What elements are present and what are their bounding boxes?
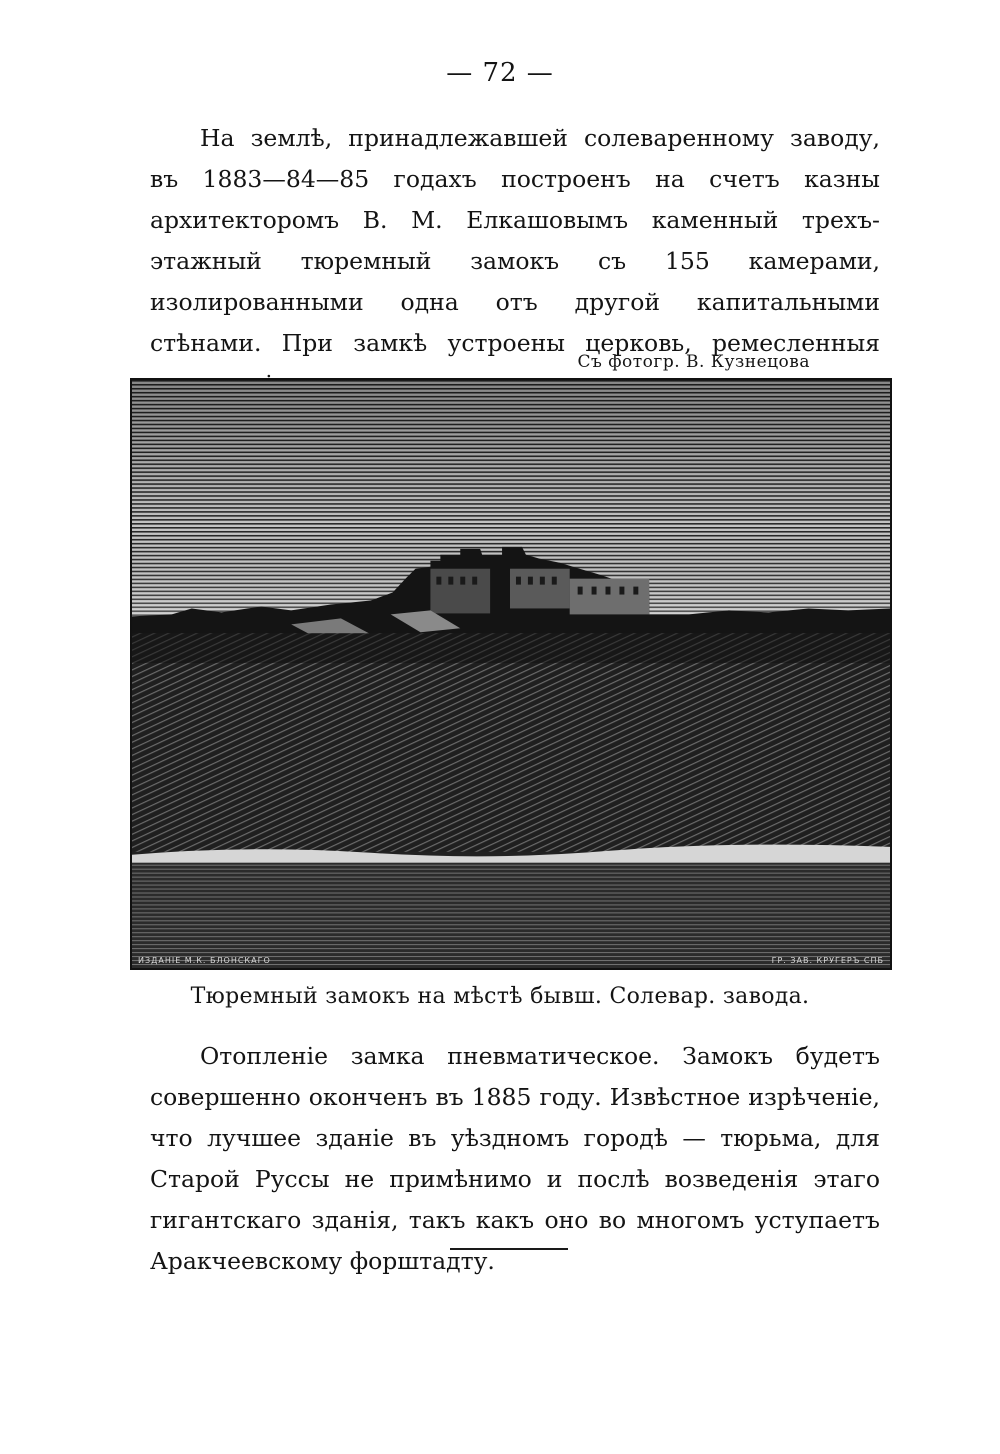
figure-caption: Тюремный замокъ на мѣстѣ бывш. Солевар. завода.	[190, 984, 810, 1009]
paragraph-heating: Отопленіе замка пневматическое. Замокъ будетъ совершенно оконченъ въ 1885 году. Извѣстное изрѣченіе, что лучшее зданіе въ уѣздномъ городѣ — тюрьма, для Старой Руссы не примѣнимо и послѣ возведенія этаго гигантскаго зданія, такъ какъ оно во многомъ уступаетъ Аракчеевскому форштадту.	[150, 1042, 880, 1275]
photo-credit: Съ фотогр. В. Кузнецова	[577, 352, 810, 372]
engraving-image	[132, 380, 890, 968]
page-number: — 72 —	[446, 58, 554, 88]
engraving-signature-left: ИЗДАНІЕ М.К. БЛОНСКАГО	[138, 956, 271, 965]
engraving-signature-right: ГР. ЗАВ. КРУГЕРЪ СПБ	[771, 956, 884, 965]
prison-engraving	[130, 378, 892, 970]
paragraph-intro: На землѣ, принадлежавшей солеваренному заводу, въ 1883—84—85 годахъ построенъ на счетъ казны архитекторомъ В. М. Елкашовымъ каменный трехъ-этажный тюремный замокъ съ 155 камерами, изолированными одна отъ другой капитальными стѣнами. При замкѣ устроены церковь, ремесленныя	[150, 124, 880, 357]
closing-rule	[450, 1248, 568, 1250]
